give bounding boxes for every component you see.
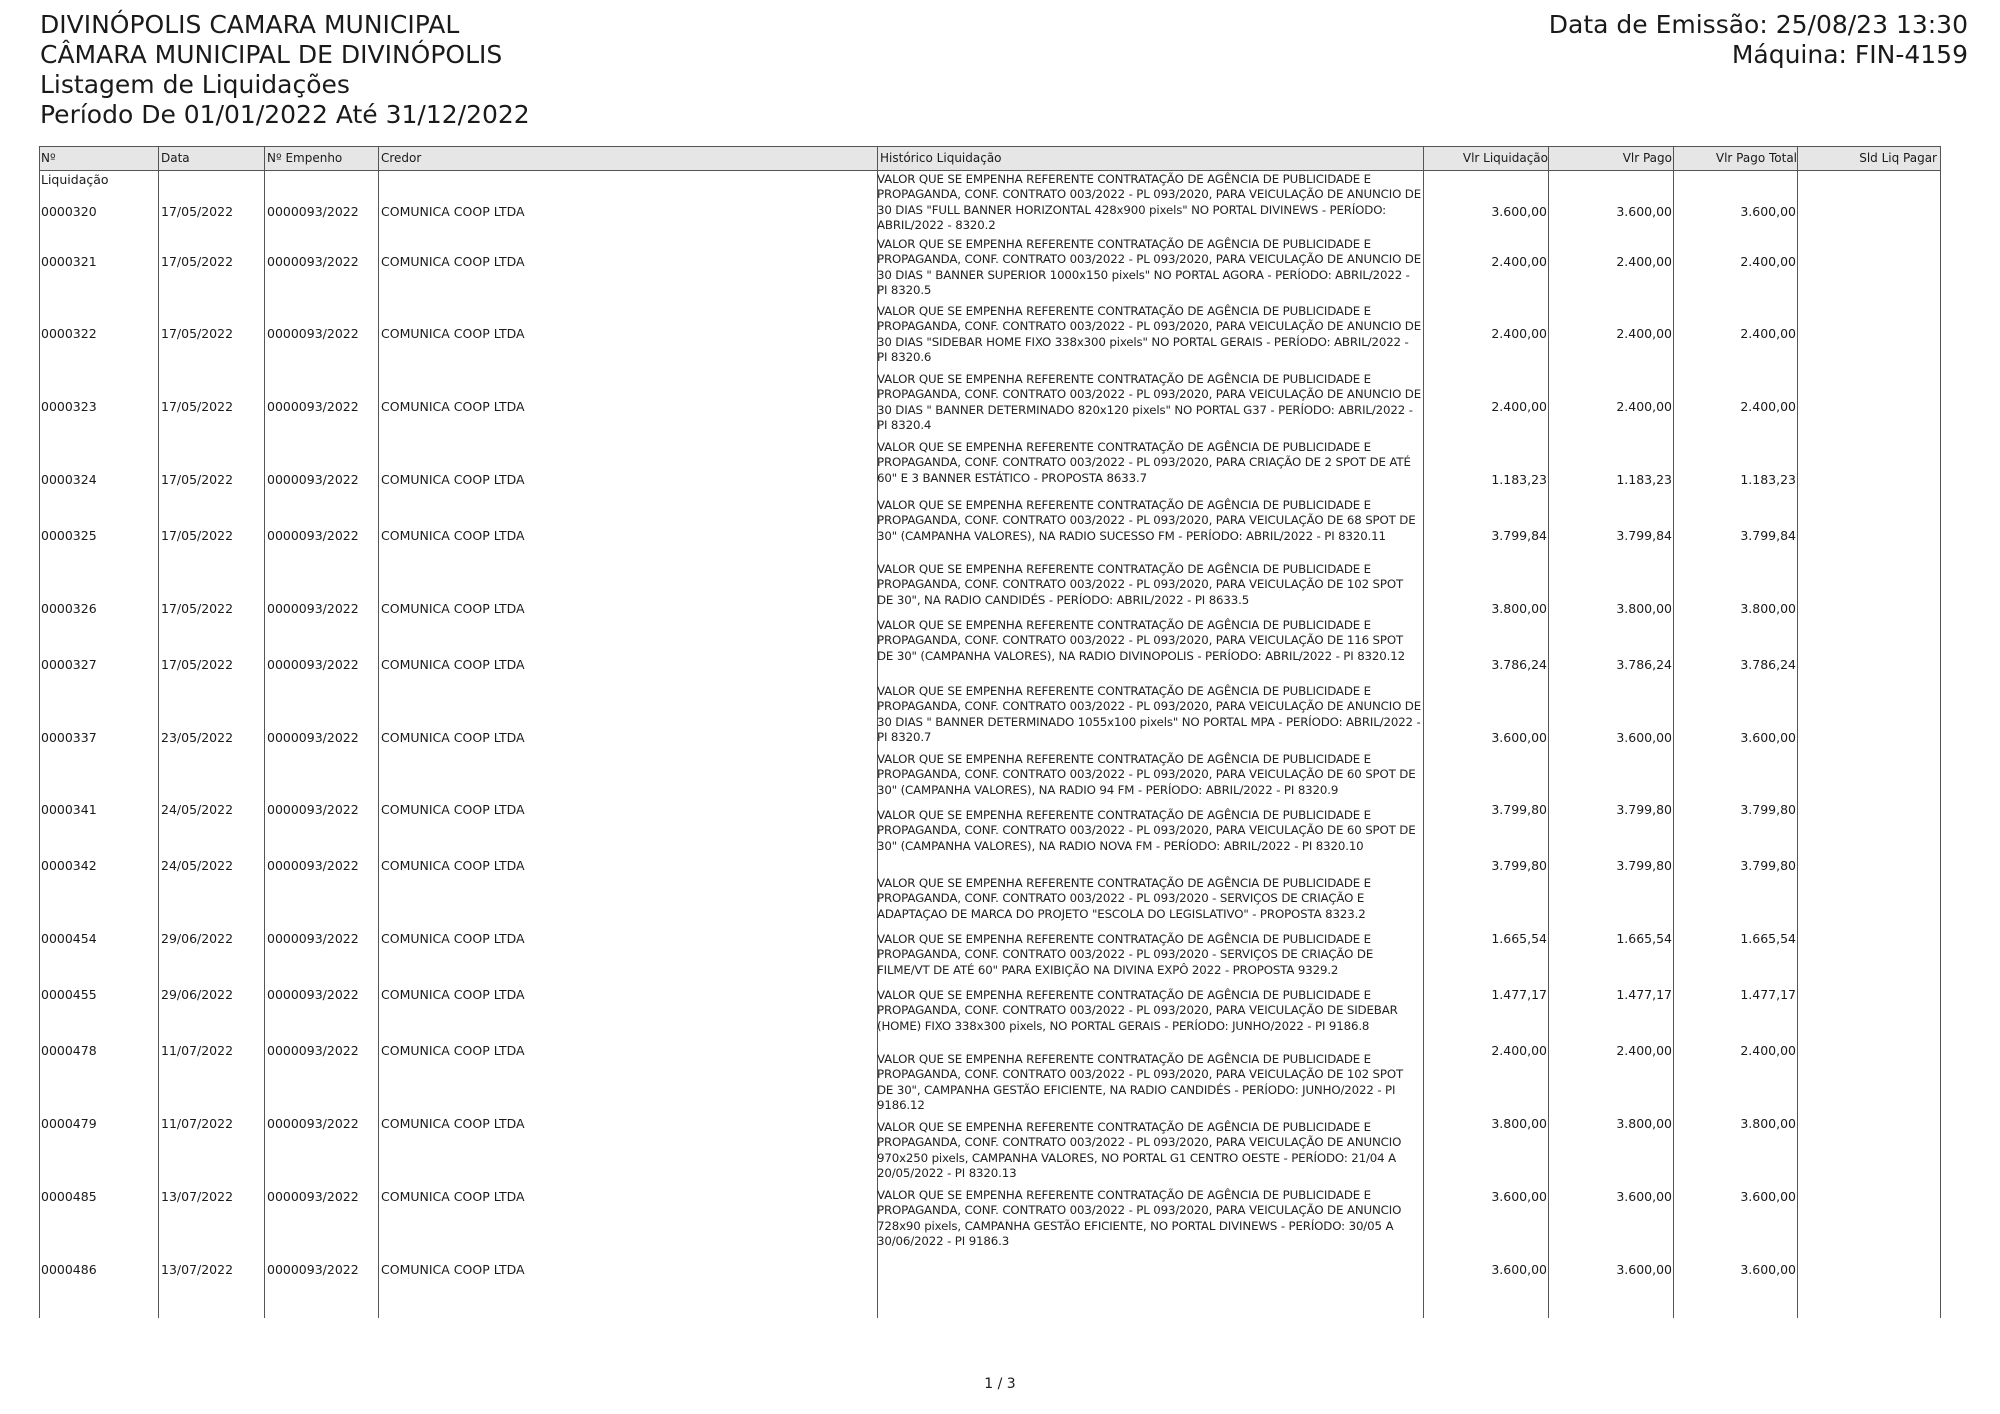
column-divider [1940, 146, 1941, 1318]
row-number: 0000326 [41, 601, 97, 616]
col-header-date: Data [161, 151, 190, 165]
row-date: 11/07/2022 [161, 1043, 234, 1058]
row-vlr-pago: 3.799,84 [1616, 528, 1672, 543]
row-vlr-liquidacao: 3.600,00 [1491, 1262, 1547, 1277]
report-title: Listagem de Liquidações [40, 70, 350, 99]
row-historico: VALOR QUE SE EMPENHA REFERENTE CONTRATAÇÃO DE AGÊNCIA DE PUBLICIDADE E PROPAGANDA, CONF. CONTRATO 003/2022 - PL 093/2020, PARA VEICULAÇÃO DE ANUNCIO DE 30 DIAS " BANNER DETERMINADO 1055x100 pixels" NO PORTAL MPA - PERÍODO: ABRIL/2022 - PI 8320.7 [877, 684, 1422, 745]
row-empenho: 0000093/2022 [267, 601, 359, 616]
row-historico: VALOR QUE SE EMPENHA REFERENTE CONTRATAÇÃO DE AGÊNCIA DE PUBLICIDADE E PROPAGANDA, CONF. CONTRATO 003/2022 - PL 093/2020, PARA CRIAÇÃO DE 2 SPOT DE ATÉ 60" E 3 BANNER ESTÁTICO - PROPOSTA 8633.7 [877, 440, 1411, 485]
row-vlr-pago: 3.799,80 [1616, 858, 1672, 873]
first-row-label: Liquidação [41, 172, 109, 187]
row-credor: COMUNICA COOP LTDA [381, 528, 525, 543]
column-divider [1797, 146, 1798, 1318]
row-number: 0000327 [41, 657, 97, 672]
row-vlr-pago-total: 3.799,80 [1740, 858, 1796, 873]
row-historico: VALOR QUE SE EMPENHA REFERENTE CONTRATAÇÃO DE AGÊNCIA DE PUBLICIDADE E PROPAGANDA, CONF. CONTRATO 003/2022 - PL 093/2020, PARA VEICULAÇÃO DE 102 SPOT DE 30", CAMPANHA GESTÃO EFICIENTE, NA RADIO CANDIDÉS - PERÍODO: JUNHO/2022 - PI 9186.12 [877, 1052, 1404, 1113]
col-header-number: Nº [41, 151, 56, 165]
row-vlr-pago-total: 2.400,00 [1740, 1043, 1796, 1058]
row-historico: VALOR QUE SE EMPENHA REFERENTE CONTRATAÇÃO DE AGÊNCIA DE PUBLICIDADE E PROPAGANDA, CONF. CONTRATO 003/2022 - PL 093/2020, PARA VEICULAÇÃO DE 60 SPOT DE 30" (CAMPANHA VALORES), NA RADIO NOVA FM - PERÍODO: ABRIL/2022 - PI 8320.10 [877, 808, 1416, 853]
machine-id: Máquina: FIN-4159 [1731, 40, 1968, 69]
row-number: 0000342 [41, 858, 97, 873]
row-vlr-pago-total: 2.400,00 [1740, 399, 1796, 414]
row-vlr-pago: 1.665,54 [1616, 931, 1672, 946]
row-empenho: 0000093/2022 [267, 326, 359, 341]
row-historico: VALOR QUE SE EMPENHA REFERENTE CONTRATAÇÃO DE AGÊNCIA DE PUBLICIDADE E PROPAGANDA, CONF. CONTRATO 003/2022 - PL 093/2020, PARA VEICULAÇÃO DE ANUNCIO DE 30 DIAS "FULL BANNER HORIZONTAL 428x900 pixels" NO PORTAL DIVINEWS - PERÍODO: ABRIL/2022 - 8320.2 [877, 172, 1422, 233]
row-empenho: 0000093/2022 [267, 1262, 359, 1277]
row-vlr-liquidacao: 2.400,00 [1491, 399, 1547, 414]
col-header-historico: Histórico Liquidação [880, 151, 1002, 165]
row-empenho: 0000093/2022 [267, 987, 359, 1002]
row-number: 0000337 [41, 730, 97, 745]
row-vlr-liquidacao: 3.600,00 [1491, 204, 1547, 219]
row-vlr-pago-total: 3.600,00 [1740, 1262, 1796, 1277]
row-vlr-pago-total: 2.400,00 [1740, 254, 1796, 269]
row-credor: COMUNICA COOP LTDA [381, 472, 525, 487]
row-date: 17/05/2022 [161, 204, 234, 219]
row-empenho: 0000093/2022 [267, 528, 359, 543]
row-vlr-liquidacao: 1.665,54 [1491, 931, 1547, 946]
row-empenho: 0000093/2022 [267, 858, 359, 873]
row-vlr-liquidacao: 1.477,17 [1491, 987, 1547, 1002]
row-credor: COMUNICA COOP LTDA [381, 987, 525, 1002]
row-vlr-liquidacao: 2.400,00 [1491, 254, 1547, 269]
row-credor: COMUNICA COOP LTDA [381, 204, 525, 219]
row-vlr-pago-total: 2.400,00 [1740, 326, 1796, 341]
row-vlr-pago-total: 3.800,00 [1740, 601, 1796, 616]
row-vlr-pago: 3.600,00 [1616, 1262, 1672, 1277]
column-divider [1423, 146, 1424, 1318]
row-number: 0000478 [41, 1043, 97, 1058]
row-vlr-liquidacao: 1.183,23 [1491, 472, 1547, 487]
org-full-name: CÂMARA MUNICIPAL DE DIVINÓPOLIS [40, 40, 503, 69]
row-vlr-liquidacao: 3.799,84 [1491, 528, 1547, 543]
row-number: 0000320 [41, 204, 97, 219]
row-number: 0000325 [41, 528, 97, 543]
row-vlr-pago: 3.800,00 [1616, 1116, 1672, 1131]
row-number: 0000479 [41, 1116, 97, 1131]
table-header-row [39, 146, 1941, 171]
row-number: 0000322 [41, 326, 97, 341]
report-meta [1549, 10, 1968, 70]
row-number: 0000486 [41, 1262, 97, 1277]
row-historico: VALOR QUE SE EMPENHA REFERENTE CONTRATAÇÃO DE AGÊNCIA DE PUBLICIDADE E PROPAGANDA, CONF. CONTRATO 003/2022 - PL 093/2020, PARA VEICULAÇÃO DE ANUNCIO DE 30 DIAS " BANNER DETERMINADO 820x120 pixels" NO PORTAL G37 - PERÍODO: ABRIL/2022 - PI 8320.4 [877, 372, 1422, 433]
row-date: 17/05/2022 [161, 254, 234, 269]
row-empenho: 0000093/2022 [267, 657, 359, 672]
column-divider [1673, 146, 1674, 1318]
row-empenho: 0000093/2022 [267, 1043, 359, 1058]
row-credor: COMUNICA COOP LTDA [381, 931, 525, 946]
row-historico: VALOR QUE SE EMPENHA REFERENTE CONTRATAÇÃO DE AGÊNCIA DE PUBLICIDADE E PROPAGANDA, CONF. CONTRATO 003/2022 - PL 093/2020, PARA VEICULAÇÃO DE SIDEBAR (HOME) FIXO 338x300 pixels, NO PORTAL GERAIS - PERÍODO: JUNHO/2022 - PI 9186.8 [877, 988, 1398, 1033]
column-divider [39, 146, 40, 1318]
row-historico: VALOR QUE SE EMPENHA REFERENTE CONTRATAÇÃO DE AGÊNCIA DE PUBLICIDADE E PROPAGANDA, CONF. CONTRATO 003/2022 - PL 093/2020, PARA VEICULAÇÃO DE ANUNCIO 970x250 pixels, CAMPANHA VALORES, NO PORTAL G1 CENTRO OESTE - PERÍODO: 21/04 A 20/05/2022 - PI 8320.13 [877, 1120, 1402, 1181]
row-vlr-pago: 2.400,00 [1616, 399, 1672, 414]
row-vlr-pago-total: 3.600,00 [1740, 1189, 1796, 1204]
col-header-sld-liq-pagar: Sld Liq Pagar [1859, 151, 1937, 165]
row-number: 0000321 [41, 254, 97, 269]
row-vlr-liquidacao: 3.786,24 [1491, 657, 1547, 672]
row-date: 13/07/2022 [161, 1262, 234, 1277]
row-empenho: 0000093/2022 [267, 802, 359, 817]
row-date: 24/05/2022 [161, 858, 234, 873]
row-vlr-pago: 3.600,00 [1616, 730, 1672, 745]
row-vlr-pago-total: 1.665,54 [1740, 931, 1796, 946]
report-header [40, 10, 530, 130]
row-empenho: 0000093/2022 [267, 1116, 359, 1131]
row-vlr-pago: 1.183,23 [1616, 472, 1672, 487]
liquidations-table [39, 146, 1941, 1318]
row-vlr-liquidacao: 3.799,80 [1491, 802, 1547, 817]
row-vlr-pago: 2.400,00 [1616, 326, 1672, 341]
row-number: 0000341 [41, 802, 97, 817]
col-header-vlr-pago-total: Vlr Pago Total [1715, 151, 1797, 165]
row-vlr-pago-total: 3.799,80 [1740, 802, 1796, 817]
row-vlr-pago-total: 3.600,00 [1740, 730, 1796, 745]
row-empenho: 0000093/2022 [267, 399, 359, 414]
row-historico: VALOR QUE SE EMPENHA REFERENTE CONTRATAÇÃO DE AGÊNCIA DE PUBLICIDADE E PROPAGANDA, CONF. CONTRATO 003/2022 - PL 093/2020 - SERVIÇOS DE CRIAÇÃO E ADAPTAÇAO DE MARCA DO PROJETO "ESCOLA DO LEGISLATIVO" - PROPOSTA 8323.2 [877, 876, 1371, 921]
row-date: 17/05/2022 [161, 326, 234, 341]
row-date: 17/05/2022 [161, 399, 234, 414]
row-historico: VALOR QUE SE EMPENHA REFERENTE CONTRATAÇÃO DE AGÊNCIA DE PUBLICIDADE E PROPAGANDA, CONF. CONTRATO 003/2022 - PL 093/2020, PARA VEICULAÇÃO DE 60 SPOT DE 30" (CAMPANHA VALORES), NA RADIO 94 FM - PERÍODO: ABRIL/2022 - PI 8320.9 [877, 752, 1416, 797]
row-vlr-liquidacao: 2.400,00 [1491, 326, 1547, 341]
row-credor: COMUNICA COOP LTDA [381, 326, 525, 341]
row-credor: COMUNICA COOP LTDA [381, 657, 525, 672]
row-vlr-pago: 3.800,00 [1616, 601, 1672, 616]
row-vlr-pago-total: 1.183,23 [1740, 472, 1796, 487]
row-vlr-pago: 3.600,00 [1616, 204, 1672, 219]
page-number: 1 / 3 [984, 1376, 1016, 1392]
row-vlr-liquidacao: 3.800,00 [1491, 601, 1547, 616]
row-number: 0000485 [41, 1189, 97, 1204]
row-vlr-liquidacao: 3.600,00 [1491, 1189, 1547, 1204]
row-credor: COMUNICA COOP LTDA [381, 730, 525, 745]
col-header-vlr-pago: Vlr Pago [1622, 151, 1672, 165]
row-credor: COMUNICA COOP LTDA [381, 802, 525, 817]
row-vlr-liquidacao: 3.600,00 [1491, 730, 1547, 745]
column-divider [158, 146, 159, 1318]
row-vlr-pago: 1.477,17 [1616, 987, 1672, 1002]
report-period: Período De 01/01/2022 Até 31/12/2022 [40, 100, 530, 129]
row-vlr-pago-total: 3.786,24 [1740, 657, 1796, 672]
row-historico: VALOR QUE SE EMPENHA REFERENTE CONTRATAÇÃO DE AGÊNCIA DE PUBLICIDADE E PROPAGANDA, CONF. CONTRATO 003/2022 - PL 093/2020, PARA VEICULAÇÃO DE ANUNCIO DE 30 DIAS "SIDEBAR HOME FIXO 338x300 pixels" NO PORTAL GERAIS - PERÍODO: ABRIL/2022 - PI 8320.6 [877, 304, 1422, 365]
row-vlr-pago: 2.400,00 [1616, 254, 1672, 269]
row-date: 23/05/2022 [161, 730, 234, 745]
row-credor: COMUNICA COOP LTDA [381, 1043, 525, 1058]
column-divider [264, 146, 265, 1318]
row-historico: VALOR QUE SE EMPENHA REFERENTE CONTRATAÇÃO DE AGÊNCIA DE PUBLICIDADE E PROPAGANDA, CONF. CONTRATO 003/2022 - PL 093/2020, PARA VEICULAÇÃO DE 116 SPOT DE 30" (CAMPANHA VALORES), NA RADIO DIVINOPOLIS - PERÍODO: ABRIL/2022 - PI 8320.12 [877, 618, 1405, 663]
row-vlr-pago: 2.400,00 [1616, 1043, 1672, 1058]
row-date: 24/05/2022 [161, 802, 234, 817]
column-divider [1548, 146, 1549, 1318]
row-number: 0000455 [41, 987, 97, 1002]
row-credor: COMUNICA COOP LTDA [381, 1262, 525, 1277]
row-empenho: 0000093/2022 [267, 1189, 359, 1204]
row-historico: VALOR QUE SE EMPENHA REFERENTE CONTRATAÇÃO DE AGÊNCIA DE PUBLICIDADE E PROPAGANDA, CONF. CONTRATO 003/2022 - PL 093/2020 - SERVIÇOS DE CRIAÇÃO DE FILME/VT DE ATÉ 60" PARA EXIBIÇÃO NA DIVINA EXPÔ 2022 - PROPOSTA 9329.2 [877, 932, 1374, 977]
row-date: 29/06/2022 [161, 931, 234, 946]
row-number: 0000454 [41, 931, 97, 946]
row-number: 0000323 [41, 399, 97, 414]
row-empenho: 0000093/2022 [267, 931, 359, 946]
row-credor: COMUNICA COOP LTDA [381, 1116, 525, 1131]
row-credor: COMUNICA COOP LTDA [381, 1189, 525, 1204]
col-header-credor: Credor [381, 151, 422, 165]
row-date: 13/07/2022 [161, 1189, 234, 1204]
row-date: 11/07/2022 [161, 1116, 234, 1131]
row-credor: COMUNICA COOP LTDA [381, 399, 525, 414]
row-historico: VALOR QUE SE EMPENHA REFERENTE CONTRATAÇÃO DE AGÊNCIA DE PUBLICIDADE E PROPAGANDA, CONF. CONTRATO 003/2022 - PL 093/2020, PARA VEICULAÇÃO DE ANUNCIO 728x90 pixels, CAMPANHA GESTÃO EFICIENTE, NO PORTAL DIVINEWS - PERÍODO: 30/05 A 30/06/2022 - PI 9186.3 [877, 1188, 1402, 1249]
row-historico: VALOR QUE SE EMPENHA REFERENTE CONTRATAÇÃO DE AGÊNCIA DE PUBLICIDADE E PROPAGANDA, CONF. CONTRATO 003/2022 - PL 093/2020, PARA VEICULAÇÃO DE 68 SPOT DE 30" (CAMPANHA VALORES), NA RADIO SUCESSO FM - PERÍODO: ABRIL/2022 - PI 8320.11 [877, 498, 1416, 543]
row-vlr-pago: 3.799,80 [1616, 802, 1672, 817]
row-vlr-pago: 3.786,24 [1616, 657, 1672, 672]
row-historico: VALOR QUE SE EMPENHA REFERENTE CONTRATAÇÃO DE AGÊNCIA DE PUBLICIDADE E PROPAGANDA, CONF. CONTRATO 003/2022 - PL 093/2020, PARA VEICULAÇÃO DE 102 SPOT DE 30", NA RADIO CANDIDÉS - PERÍODO: ABRIL/2022 - PI 8633.5 [877, 562, 1404, 607]
row-date: 17/05/2022 [161, 472, 234, 487]
emission-date: Data de Emissão: 25/08/23 13:30 [1548, 10, 1968, 39]
col-header-empenho: Nº Empenho [267, 151, 343, 165]
column-divider [378, 146, 379, 1318]
row-empenho: 0000093/2022 [267, 472, 359, 487]
org-name: DIVINÓPOLIS CAMARA MUNICIPAL [40, 10, 460, 39]
row-vlr-pago-total: 3.799,84 [1740, 528, 1796, 543]
row-date: 29/06/2022 [161, 987, 234, 1002]
row-date: 17/05/2022 [161, 528, 234, 543]
row-credor: COMUNICA COOP LTDA [381, 254, 525, 269]
row-date: 17/05/2022 [161, 601, 234, 616]
row-vlr-pago-total: 3.600,00 [1740, 204, 1796, 219]
row-number: 0000324 [41, 472, 97, 487]
row-credor: COMUNICA COOP LTDA [381, 858, 525, 873]
row-empenho: 0000093/2022 [267, 204, 359, 219]
row-empenho: 0000093/2022 [267, 254, 359, 269]
row-vlr-liquidacao: 3.799,80 [1491, 858, 1547, 873]
row-vlr-pago: 3.600,00 [1616, 1189, 1672, 1204]
row-vlr-pago-total: 1.477,17 [1740, 987, 1796, 1002]
row-credor: COMUNICA COOP LTDA [381, 601, 525, 616]
row-vlr-pago-total: 3.800,00 [1740, 1116, 1796, 1131]
col-header-vlr-liquidacao: Vlr Liquidação [1462, 151, 1548, 165]
row-date: 17/05/2022 [161, 657, 234, 672]
row-vlr-liquidacao: 3.800,00 [1491, 1116, 1547, 1131]
row-empenho: 0000093/2022 [267, 730, 359, 745]
row-historico: VALOR QUE SE EMPENHA REFERENTE CONTRATAÇÃO DE AGÊNCIA DE PUBLICIDADE E PROPAGANDA, CONF. CONTRATO 003/2022 - PL 093/2020, PARA VEICULAÇÃO DE ANUNCIO DE 30 DIAS " BANNER SUPERIOR 1000x150 pixels" NO PORTAL AGORA - PERÍODO: ABRIL/2022 - PI 8320.5 [877, 237, 1422, 298]
row-vlr-liquidacao: 2.400,00 [1491, 1043, 1547, 1058]
